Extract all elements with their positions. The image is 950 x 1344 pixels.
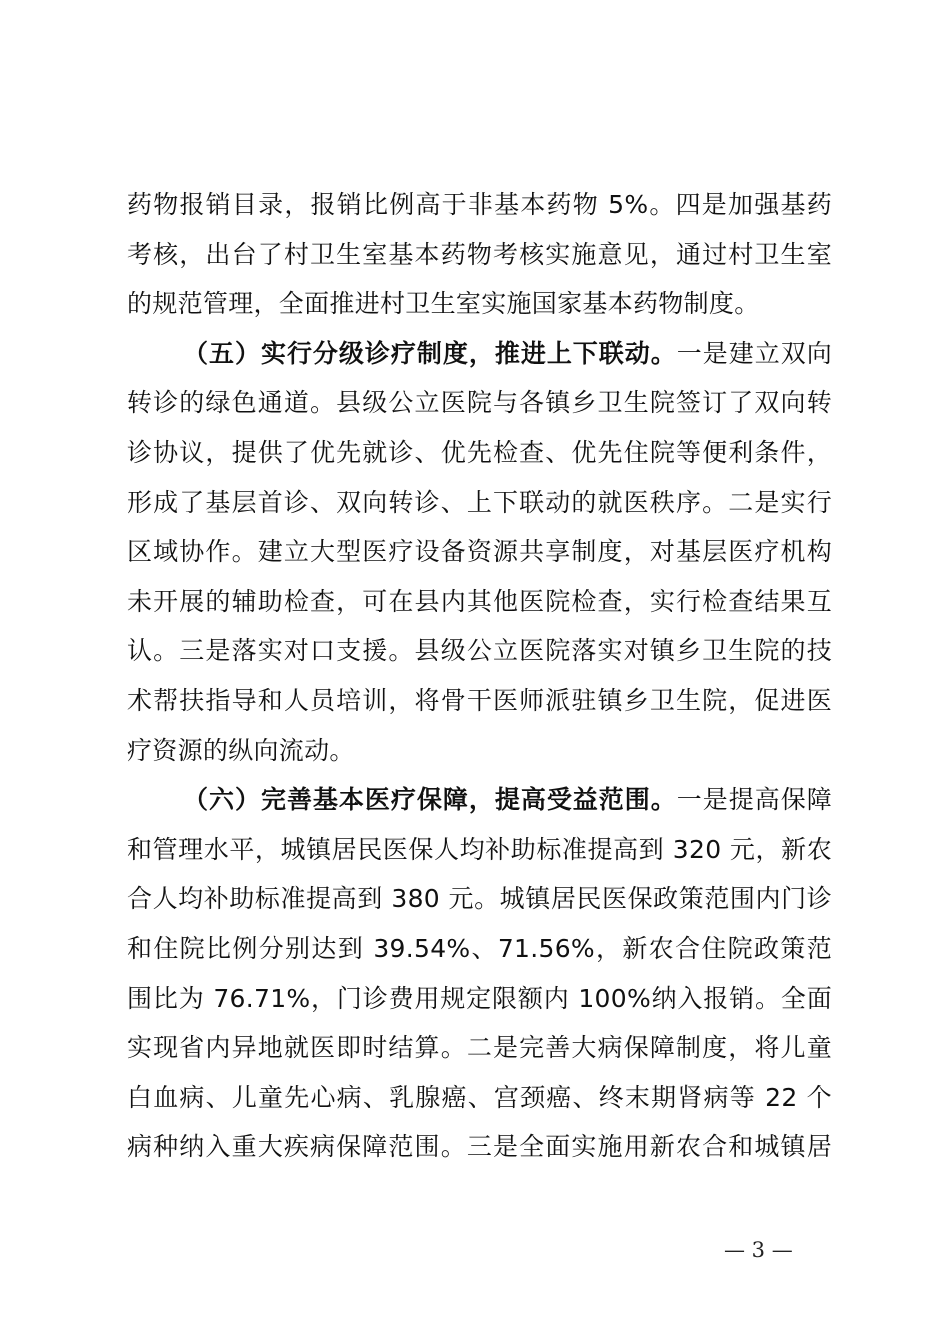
section-5-heading: （五）实行分级诊疗制度，推进上下联动。 [183,338,677,368]
paragraph-line: 考核，出台了村卫生室基本药物考核实施意见，通过村卫生室 [127,239,832,269]
paragraph-line: 合人均补助标准提高到 380 元。城镇居民医保政策范围内门诊 [127,884,832,914]
paragraph-line: 认。三是落实对口支援。县级公立医院落实对镇乡卫生院的技 [127,636,832,666]
paragraph-line: 未开展的辅助检查，可在县内其他医院检查，实行检查结果互 [127,586,832,616]
paragraph-line: 疗资源的纵向流动。 [127,735,355,765]
paragraph-line: 实现省内异地就医即时结算。二是完善大病保障制度，将儿童 [127,1033,832,1063]
paragraph-line: 区域协作。建立大型医疗设备资源共享制度，对基层医疗机构 [127,537,832,567]
paragraph-line: 转诊的绿色通道。县级公立医院与各镇乡卫生院签订了双向转 [127,388,832,418]
paragraph-line: 术帮扶指导和人员培训，将骨干医师派驻镇乡卫生院，促进医 [127,685,832,715]
section-6-first-line-text: 一是提高保障 [676,785,833,815]
section-5-first-line [127,329,832,379]
section-5-first-line-text: 一是建立双向 [676,338,833,368]
paragraph-line: 和管理水平，城镇居民医保人均补助标准提高到 320 元，新农 [127,834,832,864]
paragraph-line: 围比为 76.71%，门诊费用规定限额内 100%纳入报销。全面 [127,983,832,1013]
page-number: — 3 — [724,1238,793,1262]
paragraph-line: 的规范管理，全面推进村卫生室实施国家基本药物制度。 [127,289,760,319]
paragraph-line: 和住院比例分别达到 39.54%、71.56%，新农合住院政策范 [127,933,832,963]
section-6-first-line [127,775,832,825]
paragraph-line: 形成了基层首诊、双向转诊、上下联动的就医秩序。二是实行 [127,487,832,517]
paragraph-line: 诊协议，提供了优先就诊、优先检查、优先住院等便利条件， [127,437,832,467]
paragraph-line: 病种纳入重大疾病保障范围。三是全面实施用新农合和城镇居 [127,1132,832,1162]
section-6-heading: （六）完善基本医疗保障，提高受益范围。 [183,785,677,815]
paragraph-line: 白血病、儿童先心病、乳腺癌、宫颈癌、终末期肾病等 22 个 [127,1082,832,1112]
body-text [127,180,832,1172]
paragraph-line: 药物报销目录，报销比例高于非基本药物 5%。四是加强基药 [127,190,832,219]
